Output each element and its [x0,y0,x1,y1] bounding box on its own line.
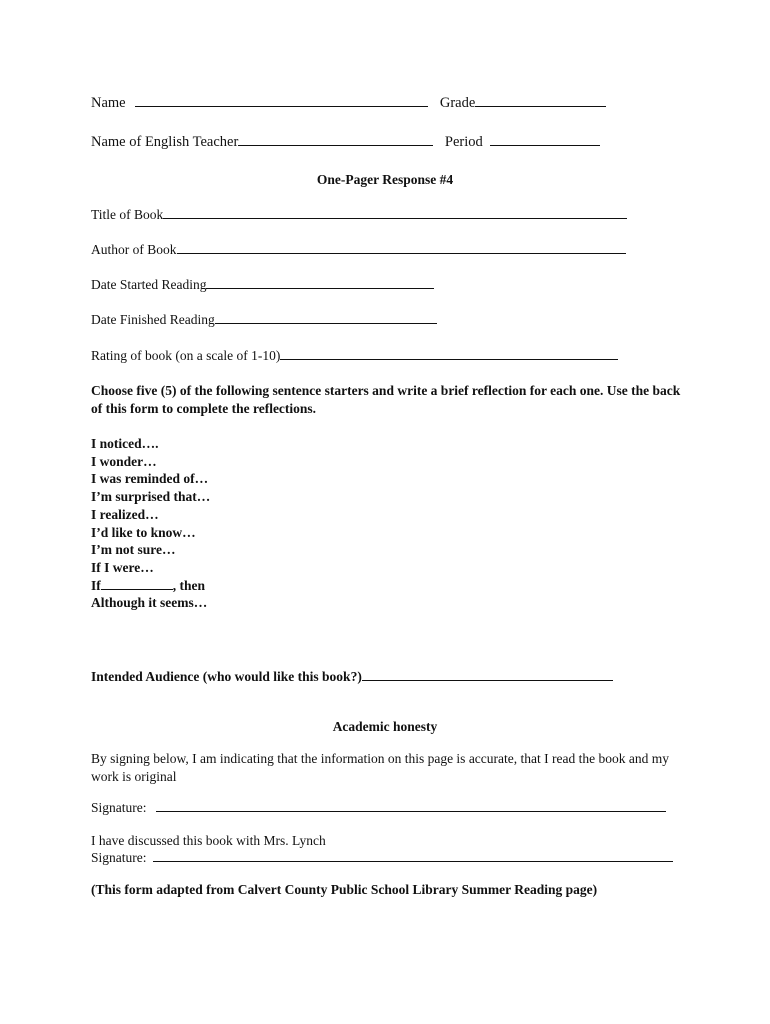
date-finished-field[interactable] [215,311,437,324]
sentence-starters-list [91,435,210,612]
starter-then: , then [172,577,206,593]
starter-item: I’d like to know… [91,524,196,540]
name-field[interactable] [135,94,428,107]
rating-label: Rating of book (on a scale of 1-10) [91,348,281,363]
starter-if-blank[interactable] [101,577,173,590]
date-started-row [91,276,434,293]
starter-item: If I were… [91,559,154,575]
starter-item: I wonder… [91,453,157,469]
period-field[interactable] [490,133,600,146]
honesty-statement: By signing below, I am indicating that the information on this page is accurate, that I read the book and my work is original [91,751,669,784]
starter-item: I realized… [91,506,159,522]
signature2-row [91,849,673,866]
starter-item: I’m surprised that… [91,489,211,505]
instructions: Choose five (5) of the following sentence starters and write a brief reflection for each one. Use the back of this form to complete the reflections. [91,383,681,416]
starter-item: I noticed…. [91,436,159,451]
date-finished-label: Date Finished Reading [91,312,215,327]
period-label: Period [444,134,483,150]
rating-field[interactable] [280,347,618,360]
starter-item: Although it seems… [91,595,208,611]
date-finished-row [91,311,437,328]
teacher-period-row [91,133,600,151]
footer-note: (This form adapted from Calvert County Public School Library Summer Reading page) [91,882,598,897]
book-title-field[interactable] [163,206,627,219]
teacher-field[interactable] [238,133,433,146]
rating-row [91,347,618,364]
starter-item-if-then [91,577,210,595]
signature-label: Signature: [91,800,147,815]
book-author-label: Author of Book [91,242,177,257]
name-grade-row [91,94,606,112]
audience-label: Intended Audience (who would like this book?) [91,669,362,684]
book-title-label: Title of Book [91,207,164,222]
discussed-text: I have discussed this book with Mrs. Lynch [91,833,326,848]
signature2-field[interactable] [153,849,673,862]
audience-field[interactable] [362,668,613,681]
starter-item: I was reminded of… [91,471,209,487]
starter-item: I’m not sure… [91,542,176,558]
book-author-field[interactable] [177,241,626,254]
signature-field[interactable] [156,799,666,812]
book-author-row [91,241,626,258]
date-started-label: Date Started Reading [91,277,207,292]
grade-field[interactable] [475,94,606,107]
signature2-label: Signature: [91,850,147,865]
book-title-row [91,206,627,223]
teacher-label: Name of English Teacher [91,134,239,150]
audience-row [91,668,613,685]
honesty-heading: Academic honesty [332,719,438,734]
starter-if: If [91,577,101,593]
grade-label: Grade [439,95,476,111]
signature-row [91,799,666,816]
name-label: Name [91,95,126,111]
date-started-field[interactable] [206,276,434,289]
form-title: One-Pager Response #4 [316,172,454,187]
